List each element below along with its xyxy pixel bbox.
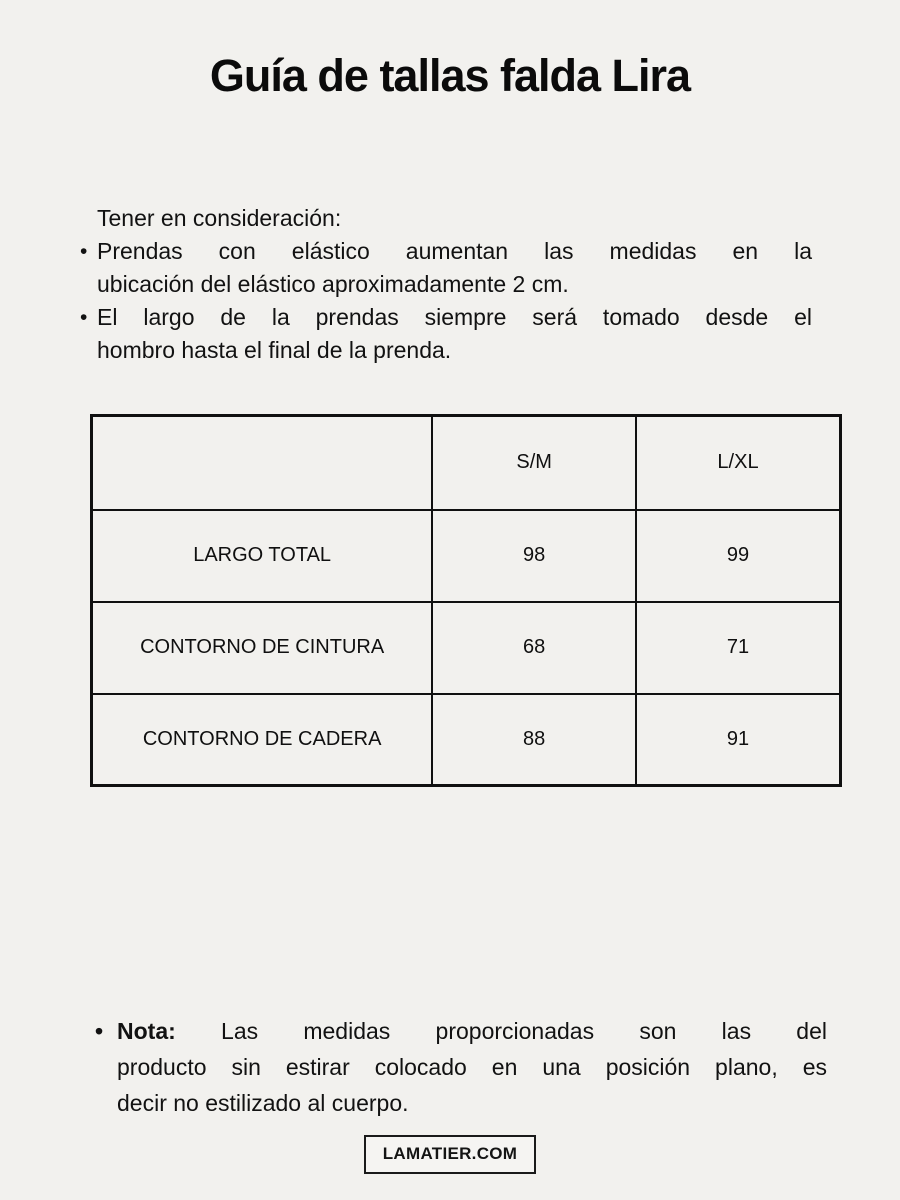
- bullet-icon: •: [80, 306, 88, 329]
- size-table: [90, 414, 842, 787]
- list-item: [80, 301, 812, 367]
- cell-value: 88: [432, 694, 636, 786]
- list-item: [80, 235, 812, 301]
- considerations-heading: Tener en consideración:: [97, 205, 342, 231]
- text-line: Prendas con elástico aumentan las medidas en la: [97, 238, 812, 264]
- cell-value: 91: [636, 694, 841, 786]
- text-line: [117, 1013, 827, 1049]
- row-label: CONTORNO DE CADERA: [92, 694, 433, 786]
- bullet-icon: •: [80, 240, 88, 263]
- note-section: [95, 1013, 827, 1121]
- brand-badge: [364, 1135, 537, 1174]
- table-header-row: [92, 416, 841, 510]
- text-line: El largo de la prendas siempre será tomado desde el: [97, 304, 812, 330]
- brand-text: LAMATIER.COM: [382, 1144, 518, 1163]
- table-row: [92, 510, 841, 602]
- row-label: CONTORNO DE CINTURA: [92, 602, 433, 694]
- considerations-section: [80, 202, 812, 367]
- text-line: producto sin estirar colocado en una posición plano, es: [117, 1054, 827, 1080]
- footer: [0, 1135, 900, 1174]
- table-header-sm: S/M: [432, 416, 636, 510]
- note-line-rest: Las medidas proporcionadas son las del: [221, 1018, 827, 1044]
- cell-value: 71: [636, 602, 841, 694]
- note-text: [117, 1013, 827, 1121]
- text-line: decir no estilizado al cuerpo.: [117, 1090, 409, 1116]
- note-label: Nota:: [117, 1018, 176, 1044]
- table-row: [92, 694, 841, 786]
- bullet-text: [97, 301, 812, 367]
- text-line: ubicación del elástico aproximadamente 2 cm.: [97, 271, 569, 297]
- row-label: LARGO TOTAL: [92, 510, 433, 602]
- table-header-lxl: L/XL: [636, 416, 841, 510]
- bullet-icon: •: [95, 1018, 104, 1044]
- cell-value: 99: [636, 510, 841, 602]
- table-row: [92, 602, 841, 694]
- page-title: Guía de tallas falda Lira: [209, 50, 691, 101]
- cell-value: 68: [432, 602, 636, 694]
- table-header-empty: [92, 416, 433, 510]
- text-line: hombro hasta el final de la prenda.: [97, 337, 452, 363]
- bullet-text: [97, 235, 812, 301]
- cell-value: 98: [432, 510, 636, 602]
